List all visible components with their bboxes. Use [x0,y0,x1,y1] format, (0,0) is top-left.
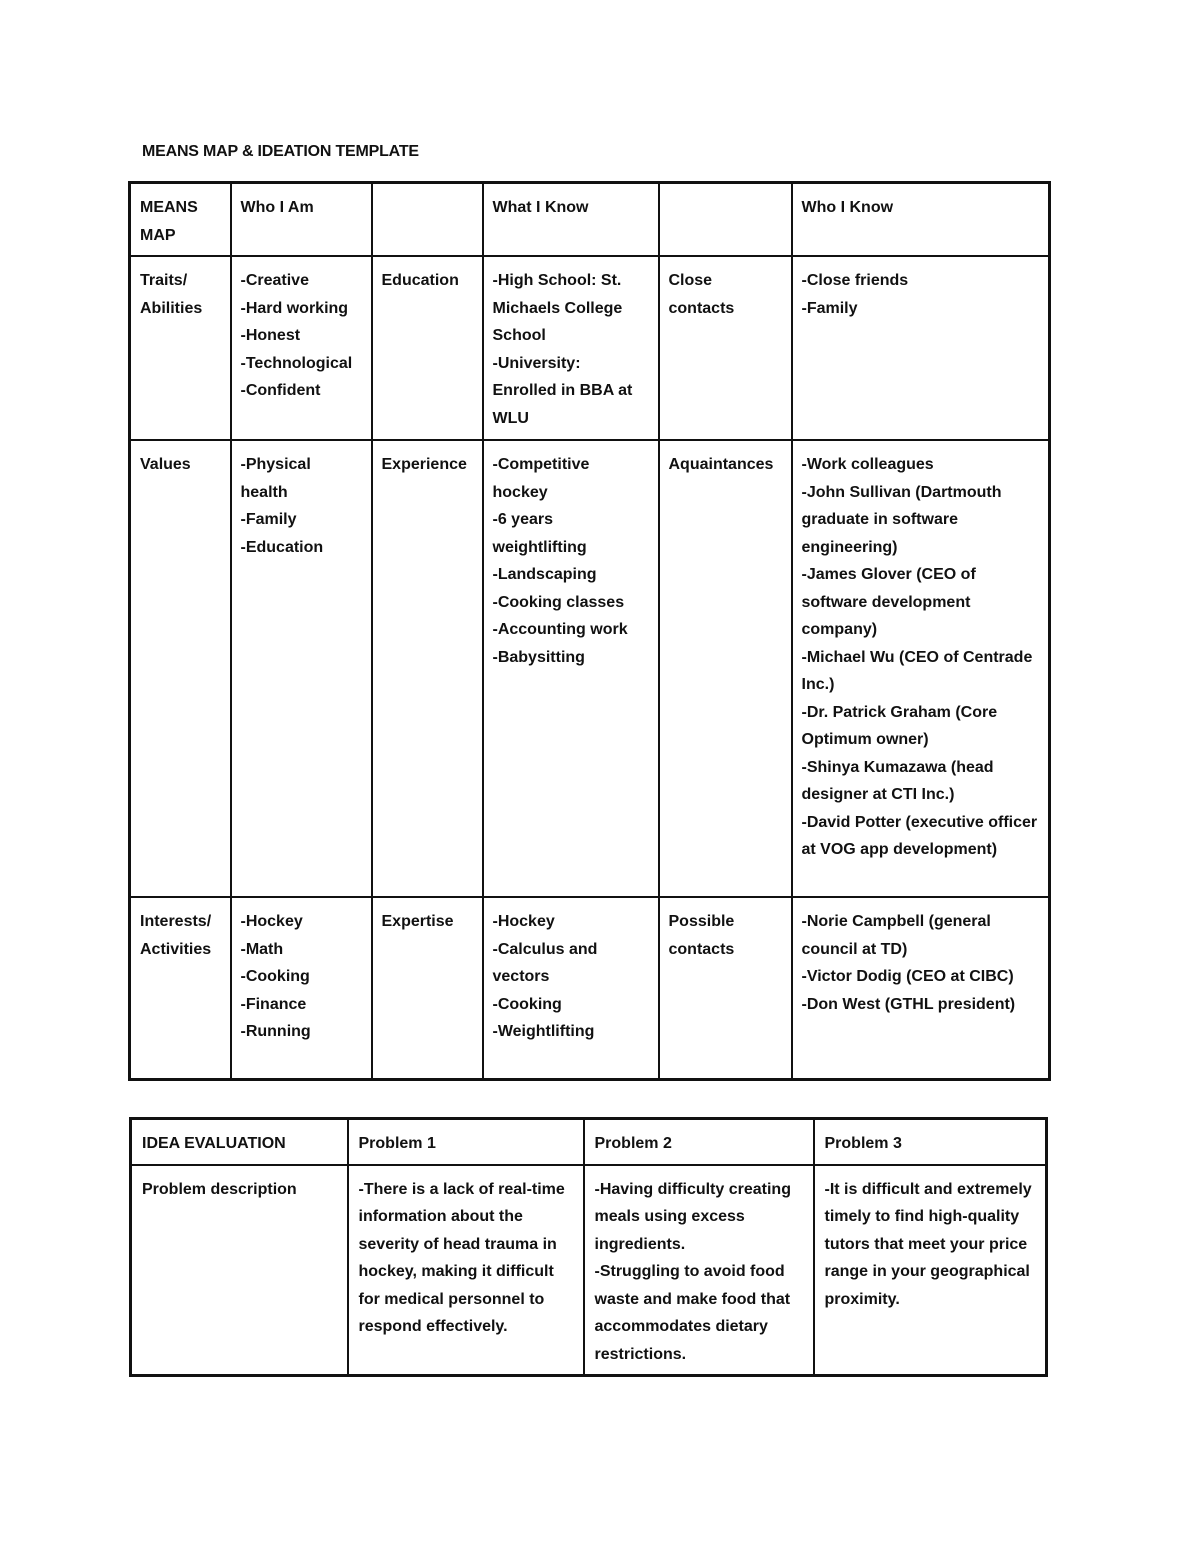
header-empty-2 [659,183,792,257]
list-item: -Finance [240,995,307,1013]
problem-description-row [131,1165,1047,1376]
means-map-table [128,181,1051,1081]
problem-3-description [814,1165,1047,1376]
list-item: -Accounting work [492,621,628,638]
means-map-header-row [130,183,1050,257]
header-problem-3: Problem 3 [814,1119,1047,1165]
list-item: -6 years weightlifting [492,511,587,556]
problem-2-description [584,1165,814,1376]
know-label: Education [372,256,483,440]
what-i-know-cell [483,256,659,440]
know-label: Experience [372,440,483,897]
list-item: -Competitive hockey [492,456,590,501]
who-i-know-cell [792,897,1050,1079]
list-item: -Norie Campbell (general council at TD) [801,913,991,958]
list-item: -Physical health [240,456,311,501]
list-item: -University: Enrolled in BBA at WLU [492,354,633,427]
list-item: -Confident [240,382,321,399]
list-item: -Shinya Kumazawa (head designer at CTI Inc.) [801,758,994,803]
list-item: -Creative [240,272,309,289]
list-item: -James Glover (CEO of software development company) [801,566,976,638]
header-empty-1 [372,183,483,257]
list-item: -Technological [240,354,353,372]
who-i-know-cell [792,256,1050,440]
means-map-row [130,440,1050,897]
header-idea-evaluation: IDEA EVALUATION [131,1119,348,1165]
list-item: -Hard working [240,299,349,317]
know-label: Expertise [372,897,483,1079]
contact-label: Aquaintances [659,440,792,897]
row-label: Traits/ Abilities [130,256,231,440]
who-i-am-cell [231,897,372,1079]
who-i-know-cell [792,440,1050,897]
who-i-am-cell [231,440,372,897]
idea-evaluation-table [129,1117,1048,1377]
list-item: -There is a lack of real-time information about the severity of head trauma in hockey, making it difficult for medical personnel to respond effectively. [358,1180,565,1335]
list-item: -Work colleagues [801,456,934,473]
list-item: -Victor Dodig (CEO at CIBC) [801,968,1014,985]
what-i-know-cell [483,897,659,1079]
header-what-i-know: What I Know [483,183,659,257]
list-item: -Dr. Patrick Graham (Core Optimum owner) [801,703,998,748]
means-map-row [130,256,1050,440]
list-item: -Education [240,538,324,556]
who-i-am-cell [231,256,372,440]
list-item: -Family [801,299,858,317]
contact-label: Possible contacts [659,897,792,1079]
list-item: -Family [240,511,297,528]
list-item: -Babysitting [492,648,585,666]
row-label: Interests/ Activities [130,897,231,1079]
header-problem-1: Problem 1 [348,1119,584,1165]
header-who-i-am: Who I Am [231,183,372,257]
list-item: -It is difficult and extremely timely to find high-quality tutors that meet your price range in your geographical proximity. [824,1180,1032,1308]
problem-description-label: Problem description [131,1165,348,1376]
header-problem-2: Problem 2 [584,1119,814,1165]
row-label: Values [130,440,231,897]
what-i-know-cell [483,440,659,897]
list-item: -Calculus and vectors [492,940,598,985]
list-item: -Michael Wu (CEO of Centrade Inc.) [801,648,1033,693]
list-item: -Close friends [801,272,909,289]
list-item: -Cooking [492,995,562,1013]
list-item: -John Sullivan (Dartmouth graduate in software engineering) [801,483,1002,556]
list-item: -Cooking classes [492,593,625,611]
list-item: -Don West (GTHL president) [801,995,1016,1013]
problem-1-description [348,1165,584,1376]
list-item: -Running [240,1023,311,1040]
list-item: -Having difficulty creating meals using excess ingredients. [594,1180,791,1253]
document-title: MEANS MAP & IDEATION TEMPLATE [142,143,419,160]
idea-evaluation-header-row [131,1119,1047,1165]
means-map-row [130,897,1050,1079]
list-item: -Math [240,940,284,958]
header-who-i-know: Who I Know [792,183,1050,257]
list-item: -Landscaping [492,566,597,583]
contact-label: Close contacts [659,256,792,440]
list-item: -Hockey [240,913,303,930]
list-item: -High School: St. Michaels College School [492,272,623,344]
list-item: -Hockey [492,913,555,930]
list-item: -David Potter (executive officer at VOG app development) [801,813,1038,858]
list-item: -Honest [240,327,301,344]
list-item: -Struggling to avoid food waste and make food that accommodates dietary restrictions. [594,1263,791,1363]
list-item: -Cooking [240,968,310,985]
header-means-map: MEANS MAP [130,183,231,257]
list-item: -Weightlifting [492,1023,595,1040]
